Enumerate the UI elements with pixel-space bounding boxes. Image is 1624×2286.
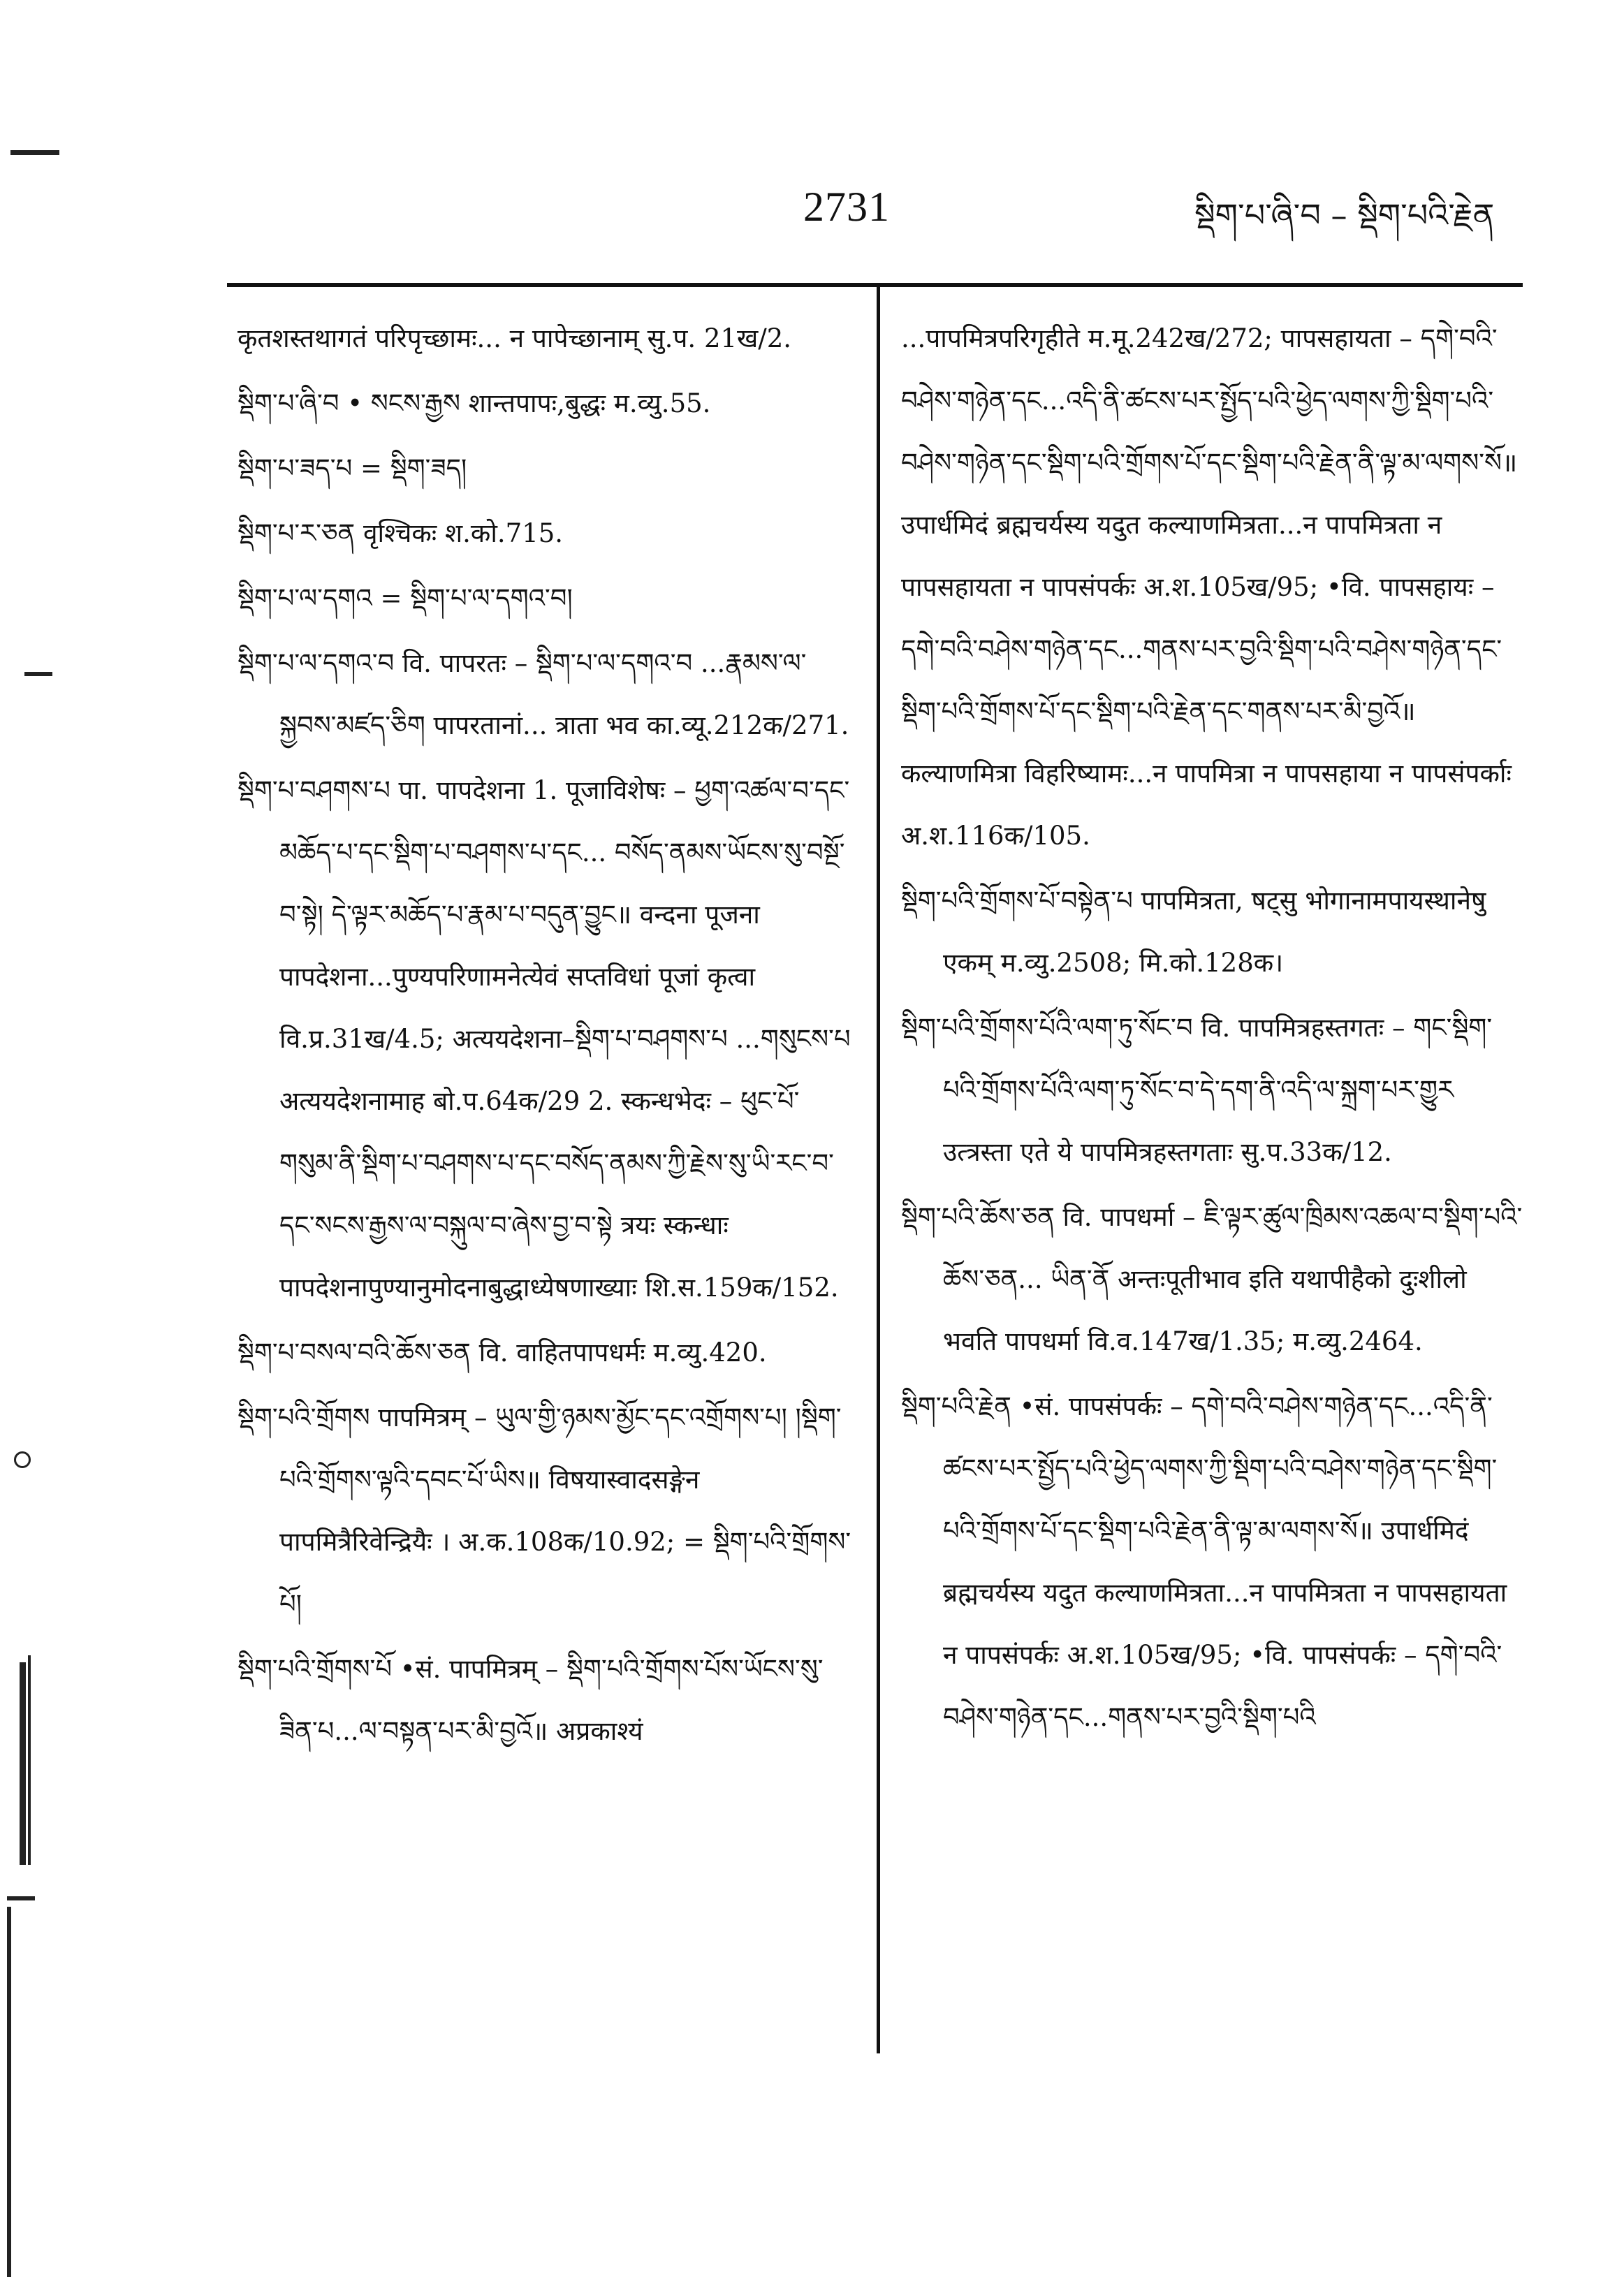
- dictionary-entry: སྡིག་པ་ལ་དགའ་བ वि. पापरतः – སྡིག་པ་ལ་དགའ་བ ...རྣམས་ལ་སྐྱབས་མཛད་ཅིག पापरतानां... त्राता भव का.व्यू.212क/271.: [237, 648, 849, 740]
- scan-mark: [14, 1451, 31, 1468]
- right-column: [901, 307, 1523, 2263]
- left-column: [237, 307, 856, 2263]
- dictionary-entry: སྡིག་པའི་གྲོགས་པོ་བསྟེན་པ पापमित्रता, षट्सु भोगानामपायस्थानेषु एकम् म.व्यु.2508; मि.को.128क।: [901, 886, 1486, 978]
- dictionary-entry: སྡིག་པའི་གྲོགས पापमित्रम् – ཡུལ་གྱི་ཉམས་མྱོང་དང་འགྲོགས་པ། །སྡིག་པའི་གྲོགས་ལྟའི་དབང་པོ་ཡིས॥ विषयास्वादसङ्गेन पापमित्रैरिवेन्द्रियैः । अ.क.108क/10.92; = སྡིག་པའི་གྲོགས་པོ།: [237, 1402, 851, 1619]
- dictionary-entry: སྡིག་པ་བསལ་བའི་ཆོས་ཅན वि. वाहितपापधर्मः म.व्यु.420.: [237, 1338, 767, 1368]
- scan-mark: [28, 1655, 31, 1865]
- dictionary-entry: སྡིག་པའི་གྲོགས་པོ •सं. पापमित्रम् – སྡིག་པའི་གྲོགས་པོས་ཡོངས་སུ་ཟིན་པ...ལ་བསྟན་པར་མི་བྱའོ॥ अप्रकाश्यं: [237, 1654, 824, 1746]
- dictionary-entry: སྡིག་པའི་ཆོས་ཅན वि. पापधर्मा – ཇི་ལྟར་ཚུལ་ཁྲིམས་འཆལ་བ་སྡིག་པའི་ཆོས་ཅན... ཡིན་ནོ अन्तःपूतीभाव इति यथापीहैको दुःशीलो भवति पापधर्मा वि.व.147ख/1.35; म.व्यु.2464.: [901, 1202, 1523, 1356]
- scan-mark: [7, 1907, 11, 2277]
- scan-mark: [20, 1662, 26, 1865]
- column-divider: [877, 286, 880, 2053]
- dictionary-entry: སྡིག་པ་ཟད་པ = སྡིག་ཟད།: [237, 453, 467, 483]
- scan-mark: [10, 150, 59, 155]
- dictionary-entry: སྡིག་པ་ཞི་བ • སངས་རྒྱས शान्तपापः,बुद्धः म.व्यु.55.: [237, 388, 711, 418]
- running-head: སྡིག་པ་ཞི་བ – སྡིག་པའི་རྗེན: [1194, 196, 1495, 234]
- dictionary-entry: ...पापमित्रपरिगृहीते म.मू.242ख/272; पापसहायता – དགེ་བའི་བཤེས་གཉེན་དང...འདི་ནི་ཚངས་པར་སྤྱོད་པའི་ཕྱེད་ལགས་ཀྱི་སྡིག་པའི་བཤེས་གཉེན་དང་སྡིག་པའི་གྲོགས་པོ་དང་སྡིག་པའི་རྗེན་ནི་ལྟ་མ་ལགས་སོ॥ उपार्धमिदं ब्रह्मचर्यस्य यदुत कल्याणमित्रता...न पापमित्रता न पापसहायता न पापसंपर्कः अ.श.105ख/95; •वि. पापसहायः – དགེ་བའི་བཤེས་གཉེན་དང...གནས་པར་བྱའི་སྡིག་པའི་བཤེས་གཉེན་དང་སྡིག་པའི་གྲོགས་པོ་དང་སྡིག་པའི་རྗེན་དང་གནས་པར་མི་བྱའོ॥ कल्याणमित्रा विहरिष्यामः...न पापमित्रा न पापसहाया न पापसंपर्काः अ.श.116क/105.: [901, 323, 1518, 851]
- dictionary-entry: སྡིག་པའི་གྲོགས་པོའི་ལག་ཏུ་སོང་བ वि. पापमित्रहस्तगतः – གང་སྡིག་པའི་གྲོགས་པོའི་ལག་ཏུ་སོང་བ་དེ་དག་ནི་འདི་ལ་སྐྲག་པར་གྱུར उत्त्रस्ता एते ये पापमित्रहस्तगताः सु.प.33क/12.: [901, 1013, 1493, 1167]
- scan-mark: [24, 672, 52, 676]
- dictionary-entry: སྡིག་པ་ར་ཅན वृश्चिकः श.को.715.: [237, 518, 564, 548]
- dictionary-entry: སྡིག་པ་བཤགས་པ पा. पापदेशना 1. पूजाविशेषः – ཕྱག་འཚལ་བ་དང་མཆོད་པ་དང་སྡིག་པ་བཤགས་པ་དང... བསོད་ནམས་ཡོངས་སུ་བསྔོ་བ་སྟེ། དེ་ལྟར་མཆོད་པ་རྣམ་པ་བདུན་བྱུང॥ वन्दना पूजना पापदेशना...पुण्यपरिणामनेत्येवं सप्तविधां पूजां कृत्वा वि.प्र.31ख/4.5; अत्ययदेशना–སྡིག་པ་བཤགས་པ ...གསུངས་པ अत्ययदेशनामाह बो.प.64क/29 2. स्कन्धभेदः – ཕུང་པོ་གསུམ་ནི་སྡིག་པ་བཤགས་པ་དང་བསོད་ནམས་ཀྱི་རྗེས་སུ་ཡི་རང་བ་དང་སངས་རྒྱས་ལ་བསྐུལ་བ་ཞེས་བྱ་བ་སྟེ त्रयः स्कन्धाः पापदेशनापुण्यानुमोदनाबुद्धाध्येषणाख्याः शि.स.159क/152.: [237, 775, 851, 1303]
- page-number: 2731: [803, 184, 890, 230]
- header-rule: [227, 283, 1523, 287]
- dictionary-entry: कृतशस्तथागतं परिपृच्छामः... न पापेच्छानाम् सु.प. 21ख/2.: [237, 323, 792, 353]
- dictionary-entry: སྡིག་པའི་རྗེན •सं. पापसंपर्कः – དགེ་བའི་བཤེས་གཉེན་དང...འདི་ནི་ཚངས་པར་སྤྱོད་པའི་ཕྱེད་ལགས་ཀྱི་སྡིག་པའི་བཤེས་གཉེན་དང་སྡིག་པའི་གྲོགས་པོ་དང་སྡིག་པའི་རྗེན་ནི་ལྟ་མ་ལགས་སོ॥ उपार्धमिदं ब्रह्मचर्यस्य यदुत कल्याणमित्रता...न पापमित्रता न पापसहायता न पापसंपर्कः अ.श.105ख/95; •वि. पापसंपर्कः – དགེ་བའི་བཤེས་གཉེན་དང...གནས་པར་བྱའི་སྡིག་པའི: [901, 1391, 1507, 1732]
- scan-mark: [7, 1896, 35, 1900]
- dictionary-entry: སྡིག་པ་ལ་དགའ = སྡིག་པ་ལ་དགའ་བ།: [237, 583, 573, 613]
